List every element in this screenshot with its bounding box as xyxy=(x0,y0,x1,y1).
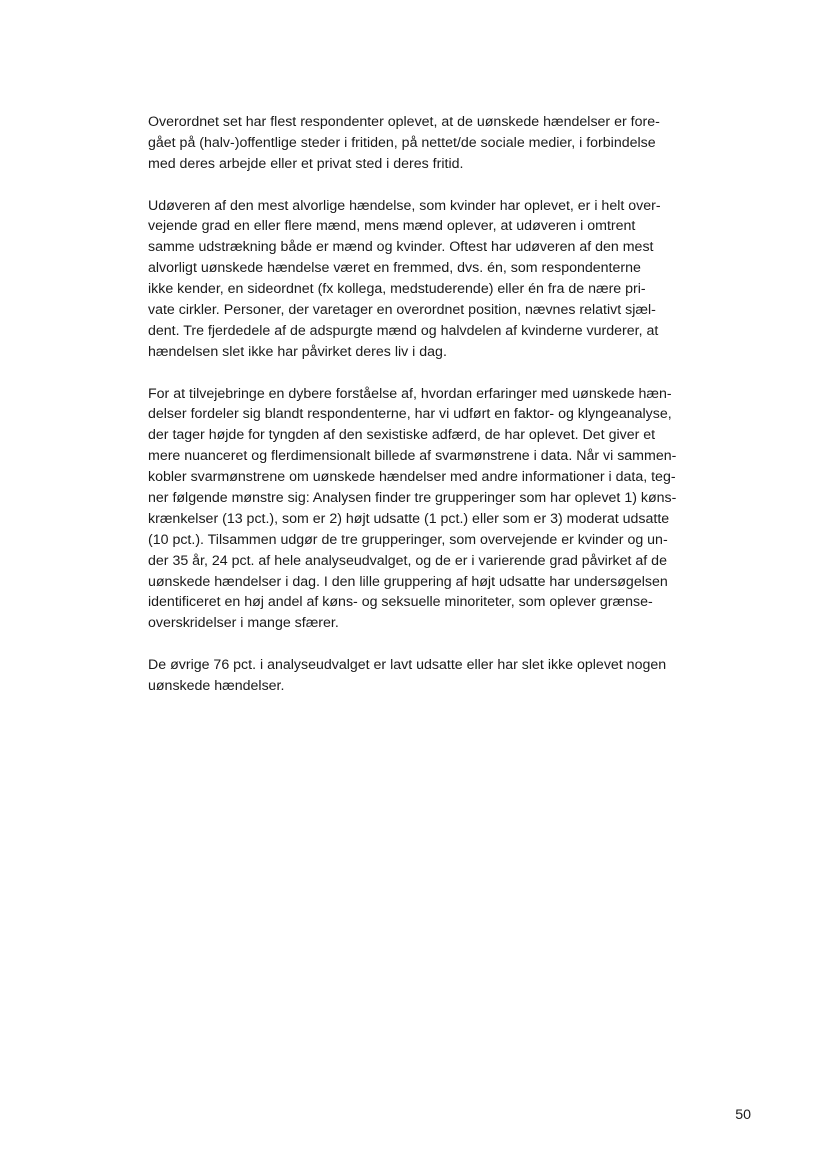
text-line: For at tilvejebringe en dybere forståelse af, hvordan erfaringer med uønskede hæn- xyxy=(148,385,672,402)
text-line: alvorligt uønskede hændelse været en fremmed, dvs. én, som respondenterne xyxy=(148,260,641,277)
text-line: der 35 år, 24 pct. af hele analyseudvalget, og de er i varierende grad påvirket af de xyxy=(148,552,667,569)
text-line: hændelsen slet ikke har påvirket deres liv i dag. xyxy=(148,343,447,360)
text-line: kobler svarmønstrene om uønskede hændelser med andre informationer i data, teg- xyxy=(148,469,676,486)
paragraph-1 xyxy=(148,112,708,175)
text-line: Udøveren af den mest alvorlige hændelse, som kvinder har oplevet, er i helt over- xyxy=(148,197,661,214)
page-number: 50 xyxy=(735,1107,751,1123)
paragraph-3 xyxy=(148,384,708,635)
paragraph-4 xyxy=(148,655,708,697)
text-line: identificeret en høj andel af køns- og seksuelle minoriteter, som oplever grænse- xyxy=(148,594,653,611)
text-line: vejende grad en eller flere mænd, mens mænd oplever, at udøveren i omtrent xyxy=(148,218,636,235)
text-line: samme udstrækning både er mænd og kvinder. Oftest har udøveren af den mest xyxy=(148,239,654,256)
text-line: uønskede hændelser i dag. I den lille gruppering af højt udsatte har undersøgelsen xyxy=(148,573,668,590)
text-line: (10 pct.). Tilsammen udgør de tre grupperinger, som overvejende er kvinder og un- xyxy=(148,531,668,548)
text-line: uønskede hændelser. xyxy=(148,678,285,695)
text-line: mere nuanceret og flerdimensionalt billede af svarmønstrene i data. Når vi sammen- xyxy=(148,448,677,465)
text-line: der tager højde for tyngden af den sexistiske adfærd, de har oplevet. Det giver et xyxy=(148,427,656,444)
text-line: dent. Tre fjerdedele af de adspurgte mænd og halvdelen af kvinderne vurderer, at xyxy=(148,322,659,339)
paragraph-2 xyxy=(148,196,708,363)
text-line: ikke kender, en sideordnet (fx kollega, medstuderende) eller én fra de nære pri- xyxy=(148,281,646,298)
text-line: delser fordeler sig blandt respondenterne, har vi udført en faktor- og klyngeanalyse, xyxy=(148,406,672,423)
text-line: med deres arbejde eller et privat sted i deres fritid. xyxy=(148,155,464,172)
text-line: vate cirkler. Personer, der varetager en overordnet position, nævnes relativt sjæl- xyxy=(148,302,656,319)
text-line: gået på (halv-)offentlige steder i fritiden, på nettet/de sociale medier, i forbindelse xyxy=(148,134,656,151)
body-text xyxy=(148,112,708,718)
text-line: overskridelser i mange sfærer. xyxy=(148,615,339,632)
text-line: De øvrige 76 pct. i analyseudvalget er lavt udsatte eller har slet ikke oplevet nogen xyxy=(148,657,667,674)
text-line: Overordnet set har flest respondenter oplevet, at de uønskede hændelser er fore- xyxy=(148,114,660,130)
text-line: ner følgende mønstre sig: Analysen finder tre grupperinger som har oplevet 1) køns- xyxy=(148,490,677,507)
text-line: krænkelser (13 pct.), som er 2) højt udsatte (1 pct.) eller som er 3) moderat udsatte xyxy=(148,510,670,527)
